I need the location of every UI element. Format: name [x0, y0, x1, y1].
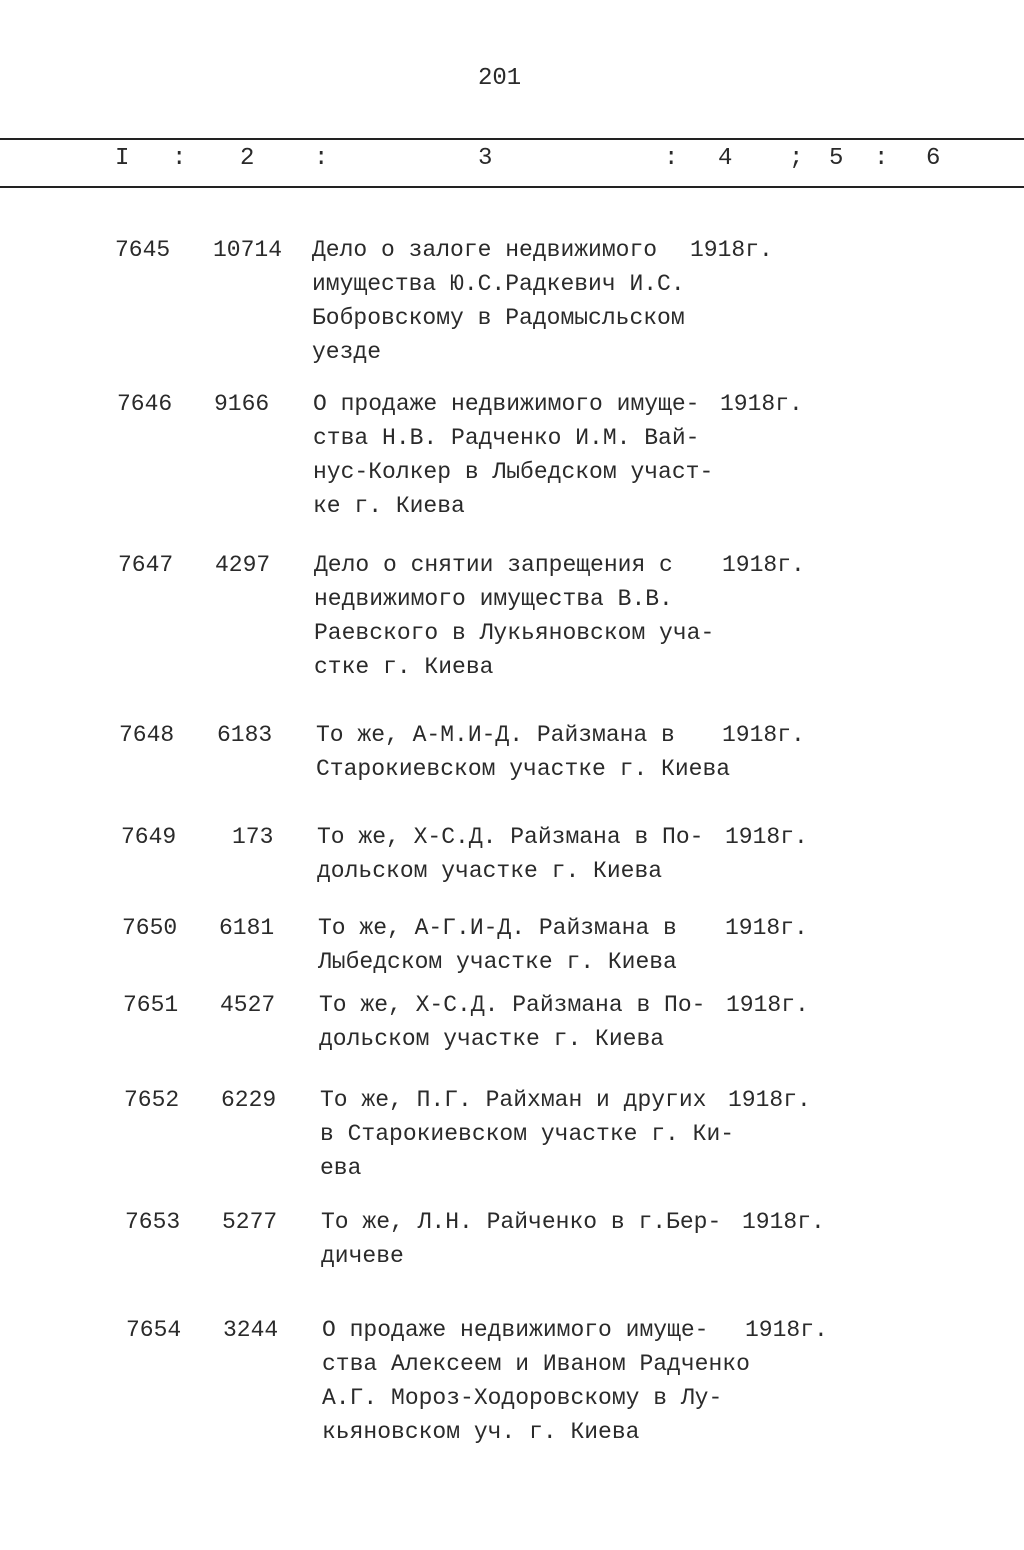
entry-number: 7652 — [124, 1087, 180, 1113]
description-line: стке г. Киева — [314, 654, 494, 680]
description-line: Дело о залоге недвижимого — [312, 237, 658, 263]
entry-number: 7648 — [119, 722, 175, 748]
file-number: 10714 — [213, 237, 283, 263]
description-line: ства Н.В. Радченко И.М. Вай- — [313, 425, 700, 451]
header-top-rule — [0, 138, 1024, 140]
column-header: I — [115, 145, 130, 172]
entry-description — [316, 718, 730, 786]
column-header: ; — [789, 145, 804, 172]
entry-number: 7650 — [122, 915, 178, 941]
entry-year: 1918г. — [725, 824, 808, 850]
column-header: 3 — [478, 145, 493, 172]
description-line: Бобровскому в Радомысльском — [312, 305, 685, 331]
column-header: 2 — [240, 145, 255, 172]
entry-description — [314, 548, 714, 684]
description-line: дичеве — [321, 1243, 404, 1269]
description-line: То же, Х-С.Д. Райзмана в По- — [317, 824, 704, 850]
file-number: 6229 — [221, 1087, 277, 1113]
entry-year: 1918г. — [745, 1317, 828, 1343]
column-header: : — [172, 145, 187, 172]
entry-description — [320, 1083, 734, 1185]
description-line: О продаже недвижимого имуще- — [322, 1317, 709, 1343]
description-line: нус-Колкер в Лыбедском участ- — [313, 459, 714, 485]
entry-description — [318, 911, 677, 979]
description-line: Раевского в Лукьяновском уча- — [314, 620, 715, 646]
column-header: 6 — [926, 145, 941, 172]
column-header: : — [664, 145, 679, 172]
entry-number: 7649 — [121, 824, 177, 850]
file-number: 4297 — [215, 552, 271, 578]
description-line: То же, Х-С.Д. Райзмана в По- — [319, 992, 706, 1018]
description-line: недвижимого имущества В.В. — [314, 586, 673, 612]
file-number: 9166 — [214, 391, 270, 417]
entry-number: 7653 — [125, 1209, 181, 1235]
file-number: 6183 — [217, 722, 273, 748]
description-line: А.Г. Мороз-Ходоровскому в Лу- — [322, 1385, 723, 1411]
description-line: О продаже недвижимого имуще- — [313, 391, 700, 417]
description-line: То же, А-М.И-Д. Райзмана в — [316, 722, 675, 748]
description-line: имущества Ю.С.Радкевич И.С. — [312, 271, 685, 297]
description-line: То же, П.Г. Райхман и других — [320, 1087, 707, 1113]
entry-description — [317, 820, 703, 888]
description-line: в Старокиевском участке г. Ки- — [320, 1121, 735, 1147]
entry-number: 7654 — [126, 1317, 182, 1343]
description-line: Старокиевском участке г. Киева — [316, 756, 731, 782]
description-line: То же, Л.Н. Райченко в г.Бер- — [321, 1209, 722, 1235]
entry-year: 1918г. — [722, 722, 805, 748]
entry-year: 1918г. — [690, 237, 773, 263]
description-line: уезде — [312, 339, 382, 365]
description-line: ева — [320, 1155, 362, 1181]
entry-number: 7647 — [118, 552, 174, 578]
file-number: 173 — [232, 824, 274, 850]
file-number: 6181 — [219, 915, 275, 941]
description-line: ства Алексеем и Иваном Радченко — [322, 1351, 750, 1377]
entry-number: 7651 — [123, 992, 179, 1018]
header-bottom-rule — [0, 186, 1024, 188]
entry-year: 1918г. — [728, 1087, 811, 1113]
column-header: 5 — [829, 145, 844, 172]
entry-description — [313, 387, 713, 523]
entry-year: 1918г. — [726, 992, 809, 1018]
entry-year: 1918г. — [742, 1209, 825, 1235]
description-line: кьяновском уч. г. Киева — [322, 1419, 640, 1445]
file-number: 3244 — [223, 1317, 279, 1343]
entry-year: 1918г. — [720, 391, 803, 417]
entry-description — [312, 233, 685, 369]
description-line: То же, А-Г.И-Д. Райзмана в — [318, 915, 677, 941]
column-header: : — [874, 145, 889, 172]
file-number: 4527 — [220, 992, 276, 1018]
description-line: дольском участке г. Киева — [319, 1026, 665, 1052]
entry-number: 7646 — [117, 391, 173, 417]
page-number: 201 — [478, 65, 522, 92]
entry-description — [321, 1205, 721, 1273]
description-line: Дело о снятии запрещения с — [314, 552, 673, 578]
entry-description — [322, 1313, 750, 1449]
column-header: : — [314, 145, 329, 172]
description-line: Лыбедском участке г. Киева — [318, 949, 677, 975]
entry-year: 1918г. — [722, 552, 805, 578]
entry-number: 7645 — [115, 237, 171, 263]
file-number: 5277 — [222, 1209, 278, 1235]
entry-year: 1918г. — [725, 915, 808, 941]
description-line: дольском участке г. Киева — [317, 858, 663, 884]
column-header: 4 — [718, 145, 733, 172]
description-line: ке г. Киева — [313, 493, 465, 519]
entry-description — [319, 988, 705, 1056]
